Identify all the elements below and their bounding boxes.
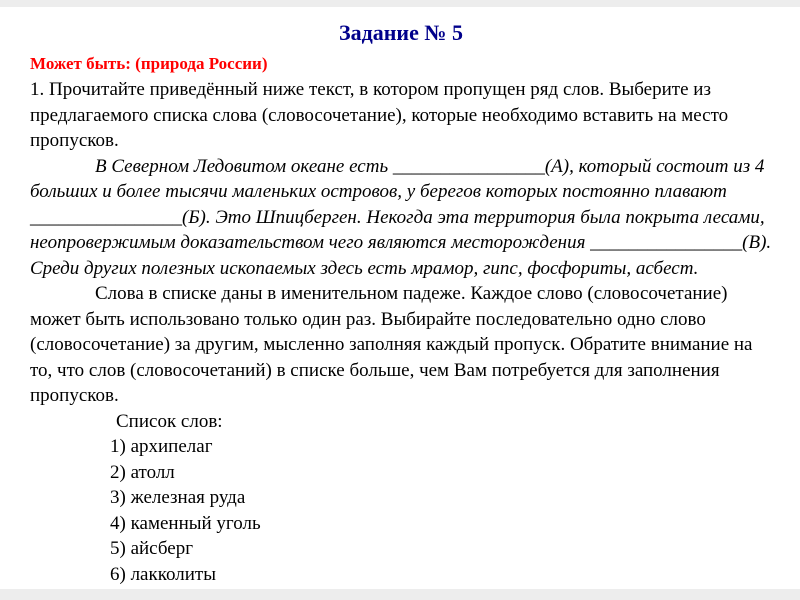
word-list-item: 4) каменный уголь [110,512,261,534]
word-list-item: 6) лакколиты [110,563,216,585]
word-list-item: 3) железная руда [110,487,246,508]
word-list-item: 1) архипелаг [110,436,213,457]
word-list-label: Список слов: [116,410,223,432]
slide-bottom-edge [0,589,800,600]
slide-top-edge [0,0,800,7]
task-title: Задание № 5 [339,20,463,45]
task-note: Слова в списке даны в именительном падеже. Каждое слово (словосочетание) может быть использовано только один раз. Выбирайте последовательно одно слово (словосочетание) за другим, мысленно заполняя каждый пропуск. Обратите внимание на то, что слов (словосочетаний) в списке больше, чем Вам потребуется для заполнения пропусков. [30,283,753,406]
word-list [110,409,772,588]
task-instruction: 1. Прочитайте приведённый ниже текст, в котором пропущен ряд слов. Выберите из предлагаемого списка слова (словосочетание), которые необходимо вставить на место пропусков. [30,79,729,151]
task-subtitle: Может быть: (природа России) [30,54,268,73]
word-list-item: 2) атолл [110,461,175,483]
word-list-item: 5) айсберг [110,538,193,559]
gap-fill-passage: В Северном Ледовитом океане есть ________________(А), который состоит из 4 больших и более тысячи маленьких островов, у берегов которых постоянно плавают ________________(Б). Это Шпицберген. Некогда эта территория была покрыта лесами, неопровержимым доказательством чего являются месторождения ________________(В). Среди других полезных ископаемых здесь есть мрамор, гипс, фосфориты, асбест. [30,155,772,279]
